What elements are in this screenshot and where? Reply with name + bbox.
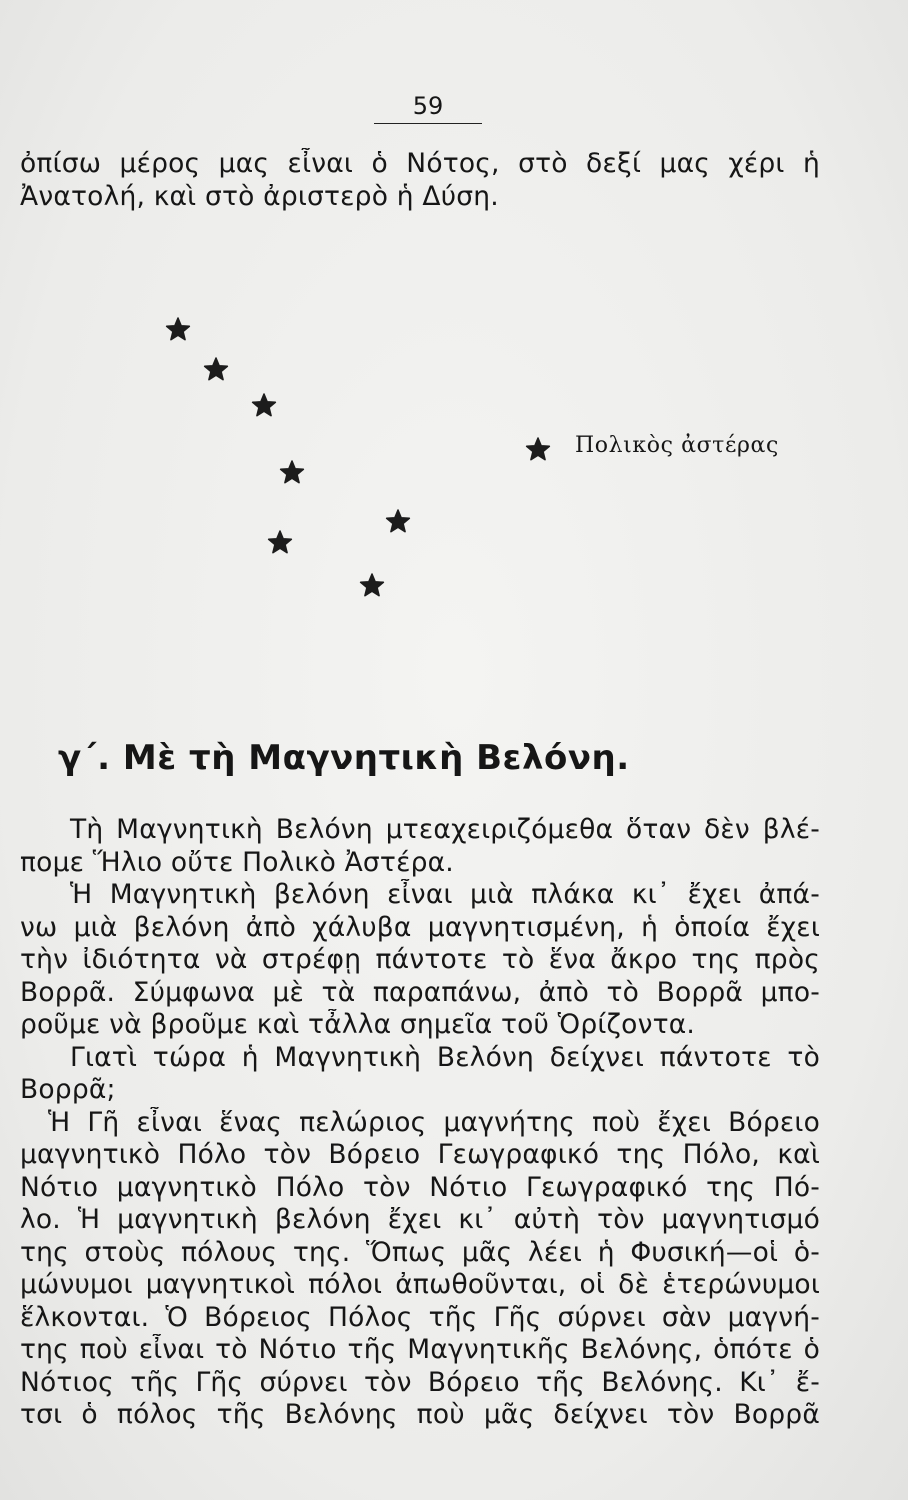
star-icon bbox=[387, 510, 410, 532]
polaris-label: Πολικὸς ἀστέρας bbox=[575, 433, 779, 458]
text-line: Ἡ Μαγνητικὴ βελόνη εἶναι μιὰ πλάκα κι᾽ ἔχει ἀπά- bbox=[70, 879, 820, 910]
text-line: ὀπίσω μέρος μας εἶναι ὁ Νότος, στὸ δεξί μας χέρι ἡ bbox=[20, 148, 820, 179]
constellation-figure bbox=[130, 300, 830, 640]
star-icon bbox=[253, 394, 276, 416]
section-heading: γ΄. Μὲ τὴ Μαγνητικὴ Βελόνη. bbox=[58, 738, 630, 778]
text-line: μαγνητικὸ Πόλο τὸν Βόρειο Γεωγραφικό της Πόλο, καὶ bbox=[20, 1139, 820, 1170]
star-icon bbox=[269, 531, 292, 553]
text-line: τσι ὁ πόλος τῆς Βελόνης ποὺ μᾶς δείχνει τὸν Βορρᾶ bbox=[20, 1399, 820, 1430]
text-line: τὴν ἰδιότητα νὰ στρέφῃ πάντοτε τὸ ἕνα ἄκρο της πρὸς bbox=[20, 944, 820, 975]
body-text bbox=[20, 814, 820, 1432]
text-line: ἕλκονται. Ὁ Βόρειος Πόλος τῆς Γῆς σύρνει σὰν μαγνή- bbox=[20, 1301, 820, 1333]
star-icon bbox=[205, 358, 228, 380]
text-line: νω μιὰ βελόνη ἀπὸ χάλυβα μαγνητισμένη, ἡ ὁποία ἔχει bbox=[20, 911, 820, 943]
star-icon bbox=[167, 318, 190, 340]
text-line: ροῦμε νὰ βροῦμε καὶ τἆλλα σημεῖα τοῦ Ὁρίζοντα. bbox=[20, 1009, 696, 1040]
star-icon bbox=[281, 461, 304, 483]
text-line: της στοὺς πόλους της. Ὅπως μᾶς λέει ἡ Φυσική—οἱ ὁ- bbox=[20, 1236, 820, 1268]
text-line: Τὴ Μαγνητικὴ Βελόνη μτεαχειριζόμεθα ὅταν δὲν βλέ- bbox=[70, 814, 820, 845]
text-line: λο. Ἡ μαγνητικὴ βελόνη ἔχει κι᾽ αὐτὴ τὸν μαγνητισμό bbox=[20, 1204, 820, 1235]
text-line: Βορρᾶ; bbox=[20, 1074, 116, 1105]
text-line: Γιατὶ τώρα ἡ Μαγνητικὴ Βελόνη δείχνει πάντοτε τὸ bbox=[70, 1041, 820, 1073]
text-line: Νότιος τῆς Γῆς σύρνει τὸν Βόρειο τῆς Βελόνης. Κι᾽ ἔ- bbox=[20, 1366, 820, 1398]
polaris-star-icon bbox=[527, 438, 550, 460]
page-number: 59 bbox=[374, 92, 482, 124]
text-line: μώνυμοι μαγνητικοὶ πόλοι ἀπωθοῦνται, οἱ δὲ ἑτερώνυμοι bbox=[20, 1269, 820, 1300]
intro-paragraph bbox=[20, 148, 820, 213]
text-line: Ἡ Γῆ εἶναι ἕνας πελώριος μαγνήτης ποὺ ἔχει Βόρειο bbox=[48, 1106, 820, 1138]
star-icon bbox=[361, 574, 384, 596]
text-line: Ἀνατολή, καὶ στὸ ἀριστερὸ ἡ Δύση. bbox=[20, 180, 499, 212]
text-line: Βορρᾶ. Σύμφωνα μὲ τὰ παραπάνω, ἀπὸ τὸ Βορρᾶ μπο- bbox=[20, 976, 820, 1008]
text-line: πομε Ἥλιο οὔτε Πολικὸ Ἀστέρα. bbox=[20, 846, 454, 878]
text-line: της ποὺ εἶναι τὸ Νότιο τῆς Μαγνητικῆς Βελόνης, ὁπότε ὁ bbox=[20, 1334, 820, 1365]
text-line: Νότιο μαγνητικὸ Πόλο τὸν Νότιο Γεωγραφικό της Πό- bbox=[20, 1171, 820, 1203]
